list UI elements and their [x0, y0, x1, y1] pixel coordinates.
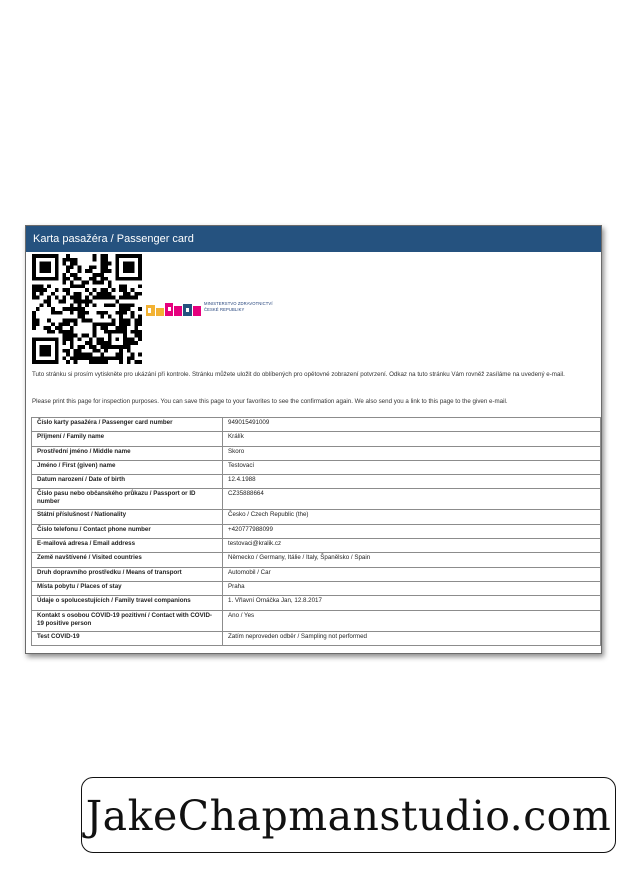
table-row: [32, 631, 601, 645]
field-value: Králík: [223, 432, 601, 446]
field-value: Česko / Czech Republic (the): [223, 510, 601, 524]
ministry-name-line1: MINISTERSTVO ZDRAVOTNICTVÍ: [204, 301, 273, 306]
table-row: [32, 446, 601, 460]
table-row: [32, 432, 601, 446]
field-value: Německo / Germany, Itálie / Italy, Španělsko / Spain: [223, 553, 601, 567]
field-value: Praha: [223, 581, 601, 595]
qr-code: [32, 254, 142, 364]
field-value: CZ35888664: [223, 489, 601, 510]
table-row: [32, 524, 601, 538]
instructions-en: Please print this page for inspection purposes. You can save this page to your favorites to see the confirmation again. We also send you a link to this page to the given e-mail.: [32, 398, 508, 405]
ministry-name-line2: ČESKÉ REPUBLIKY: [204, 306, 245, 312]
field-label: Test COVID-19: [32, 631, 223, 645]
table-row: [32, 567, 601, 581]
field-value: 949015491009: [223, 418, 601, 432]
field-label: Číslo telefonu / Contact phone number: [32, 524, 223, 538]
table-row: [32, 596, 601, 610]
field-label: Číslo karty pasažéra / Passenger card number: [32, 418, 223, 432]
table-row: [32, 553, 601, 567]
field-label: Prostřední jméno / Middle name: [32, 446, 223, 460]
passenger-card: [25, 225, 602, 654]
card-title: Karta pasažéra / Passenger card: [26, 226, 601, 252]
table-row: [32, 510, 601, 524]
field-value: Ano / Yes: [223, 610, 601, 631]
watermark-text: JakeChapmanstudio.com: [81, 777, 616, 853]
table-row: [32, 610, 601, 631]
field-value: Zatím neproveden odběr / Sampling not performed: [223, 631, 601, 645]
field-value: 1. Vřlavní Ornáčka Jan, 12.8.2017: [223, 596, 601, 610]
field-label: Příjmení / Family name: [32, 432, 223, 446]
field-label: Údaje o spolucestujících / Family travel companions: [32, 596, 223, 610]
field-label: Státní příslušnost / Nationality: [32, 510, 223, 524]
field-label: Místa pobytu / Places of stay: [32, 581, 223, 595]
field-label: Kontakt s osobou COVID-19 pozitivní / Contact with COVID-19 positive person: [32, 610, 223, 631]
field-value: Testovací: [223, 460, 601, 474]
instructions-cz: Tuto stránku si prosím vytiskněte pro ukázání při kontrole. Stránku můžete uložit do oblíbených pro opětovné zobrazení potvrzení. Odkaz na tuto stránku Vám rovněž zasíláme na uvedený e-mail.: [32, 371, 565, 378]
field-value: +420777988099: [223, 524, 601, 538]
ministry-name: [204, 301, 273, 312]
table-row: [32, 475, 601, 489]
field-value: Automobil / Car: [223, 567, 601, 581]
table-row: [32, 460, 601, 474]
table-row: [32, 489, 601, 510]
table-row: [32, 581, 601, 595]
passenger-info-table: [31, 417, 601, 646]
field-label: E-mailová adresa / Email address: [32, 539, 223, 553]
field-value: testovaci@kralik.cz: [223, 539, 601, 553]
table-row: [32, 539, 601, 553]
field-label: Jméno / First (given) name: [32, 460, 223, 474]
table-row: [32, 418, 601, 432]
field-label: Číslo pasu nebo občanského průkazu / Passport or ID number: [32, 489, 223, 510]
field-label: Země navštívené / Visited countries: [32, 553, 223, 567]
field-value: 12.4.1988: [223, 475, 601, 489]
field-value: Skoro: [223, 446, 601, 460]
field-label: Druh dopravního prostředku / Means of transport: [32, 567, 223, 581]
field-label: Datum narození / Date of birth: [32, 475, 223, 489]
